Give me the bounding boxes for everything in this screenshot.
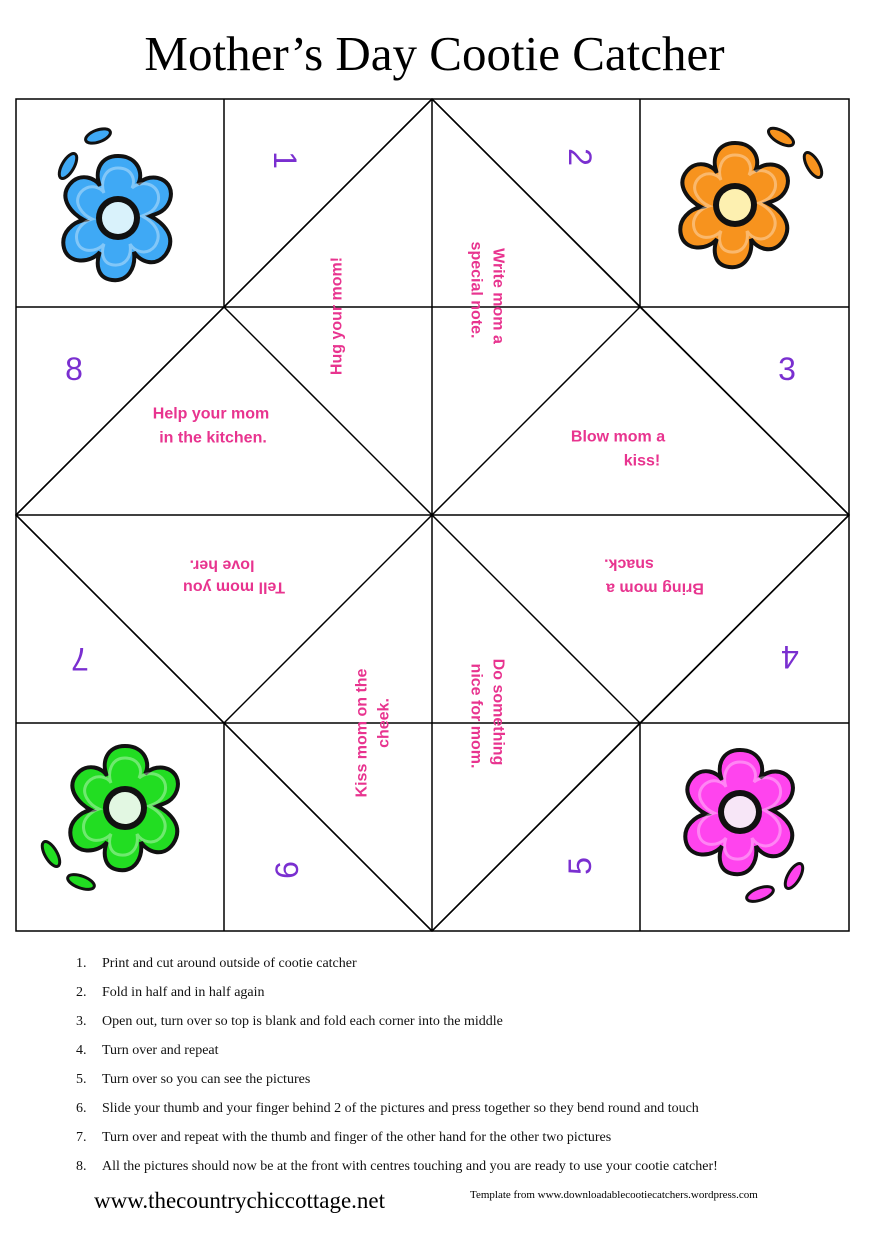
- message-help-line-1: Help your mom: [152, 405, 270, 423]
- message-kiss-line-1: Blow mom a: [570, 428, 666, 446]
- message-hug: Hug your mom!: [328, 256, 346, 376]
- instruction-number: 5.: [76, 1072, 87, 1087]
- instruction-item: [76, 953, 836, 982]
- instruction-item: [76, 1156, 836, 1185]
- instruction-text: Turn over and repeat: [102, 1043, 219, 1058]
- instruction-text: Slide your thumb and your finger behind 2 of the pictures and press together so they bend round and touch: [102, 1101, 699, 1116]
- instruction-item: [76, 1127, 836, 1156]
- instruction-item: [76, 1011, 836, 1040]
- message-note-line-1: Write mom a: [489, 248, 507, 344]
- instruction-text: Print and cut around outside of cootie catcher: [102, 956, 357, 971]
- number-4: 4: [781, 639, 799, 675]
- instruction-number: 6.: [76, 1101, 87, 1116]
- template-credit: Template from www.downloadablecootiecatchers.wordpress.com: [470, 1189, 758, 1201]
- instruction-text: Fold in half and in half again: [102, 985, 265, 1000]
- number-8: 8: [65, 351, 83, 387]
- instruction-number: 7.: [76, 1130, 87, 1145]
- instructions-list: [76, 953, 836, 1185]
- instruction-number: 8.: [76, 1159, 87, 1174]
- flower-icon-bottom-left: [39, 746, 178, 892]
- flower-icon-top-right: [680, 125, 825, 267]
- number-6: 6: [269, 861, 305, 879]
- page-title: Mother’s Day Cootie Catcher: [144, 26, 725, 81]
- message-nice-line-2: nice for mom.: [467, 663, 485, 769]
- number-3: 3: [778, 351, 796, 387]
- message-note-line-2: special note.: [467, 241, 485, 339]
- instruction-number: 1.: [76, 956, 87, 971]
- number-5: 5: [562, 857, 598, 875]
- flower-icon-bottom-right: [685, 750, 806, 904]
- flower-icon-top-left: [56, 126, 171, 280]
- message-nice-line-1: Do something: [489, 658, 507, 766]
- website-link[interactable]: www.thecountrychiccottage.net: [94, 1188, 386, 1213]
- instruction-text: Open out, turn over so top is blank and fold each corner into the middle: [102, 1014, 503, 1029]
- instruction-text: Turn over and repeat with the thumb and finger of the other hand for the other two pictures: [102, 1130, 612, 1145]
- instruction-number: 4.: [76, 1043, 87, 1058]
- number-1: 1: [267, 151, 303, 169]
- instruction-text: Turn over so you can see the pictures: [102, 1072, 311, 1087]
- instruction-item: [76, 1098, 836, 1127]
- instruction-item: [76, 1040, 836, 1069]
- instruction-item: [76, 982, 836, 1011]
- message-kiss-line-2: kiss!: [623, 452, 661, 470]
- message-cheek-line-1: Kiss mom on the: [353, 668, 371, 798]
- number-2: 2: [562, 148, 598, 166]
- message-cheek-line-2: cheek.: [375, 698, 393, 748]
- instruction-number: 3.: [76, 1014, 87, 1029]
- message-love-line-1: Tell mom you: [183, 578, 285, 596]
- message-snack-line-2: snack.: [604, 555, 654, 573]
- message-love-line-2: love her.: [189, 556, 255, 574]
- instruction-text: All the pictures should now be at the front with centres touching and you are ready to use your cootie catcher!: [102, 1159, 718, 1174]
- number-7: 7: [71, 641, 89, 677]
- instruction-number: 2.: [76, 985, 87, 1000]
- instruction-item: [76, 1069, 836, 1098]
- message-snack-line-1: Bring mom a: [606, 579, 704, 597]
- message-help-line-2: in the kitchen.: [159, 429, 267, 447]
